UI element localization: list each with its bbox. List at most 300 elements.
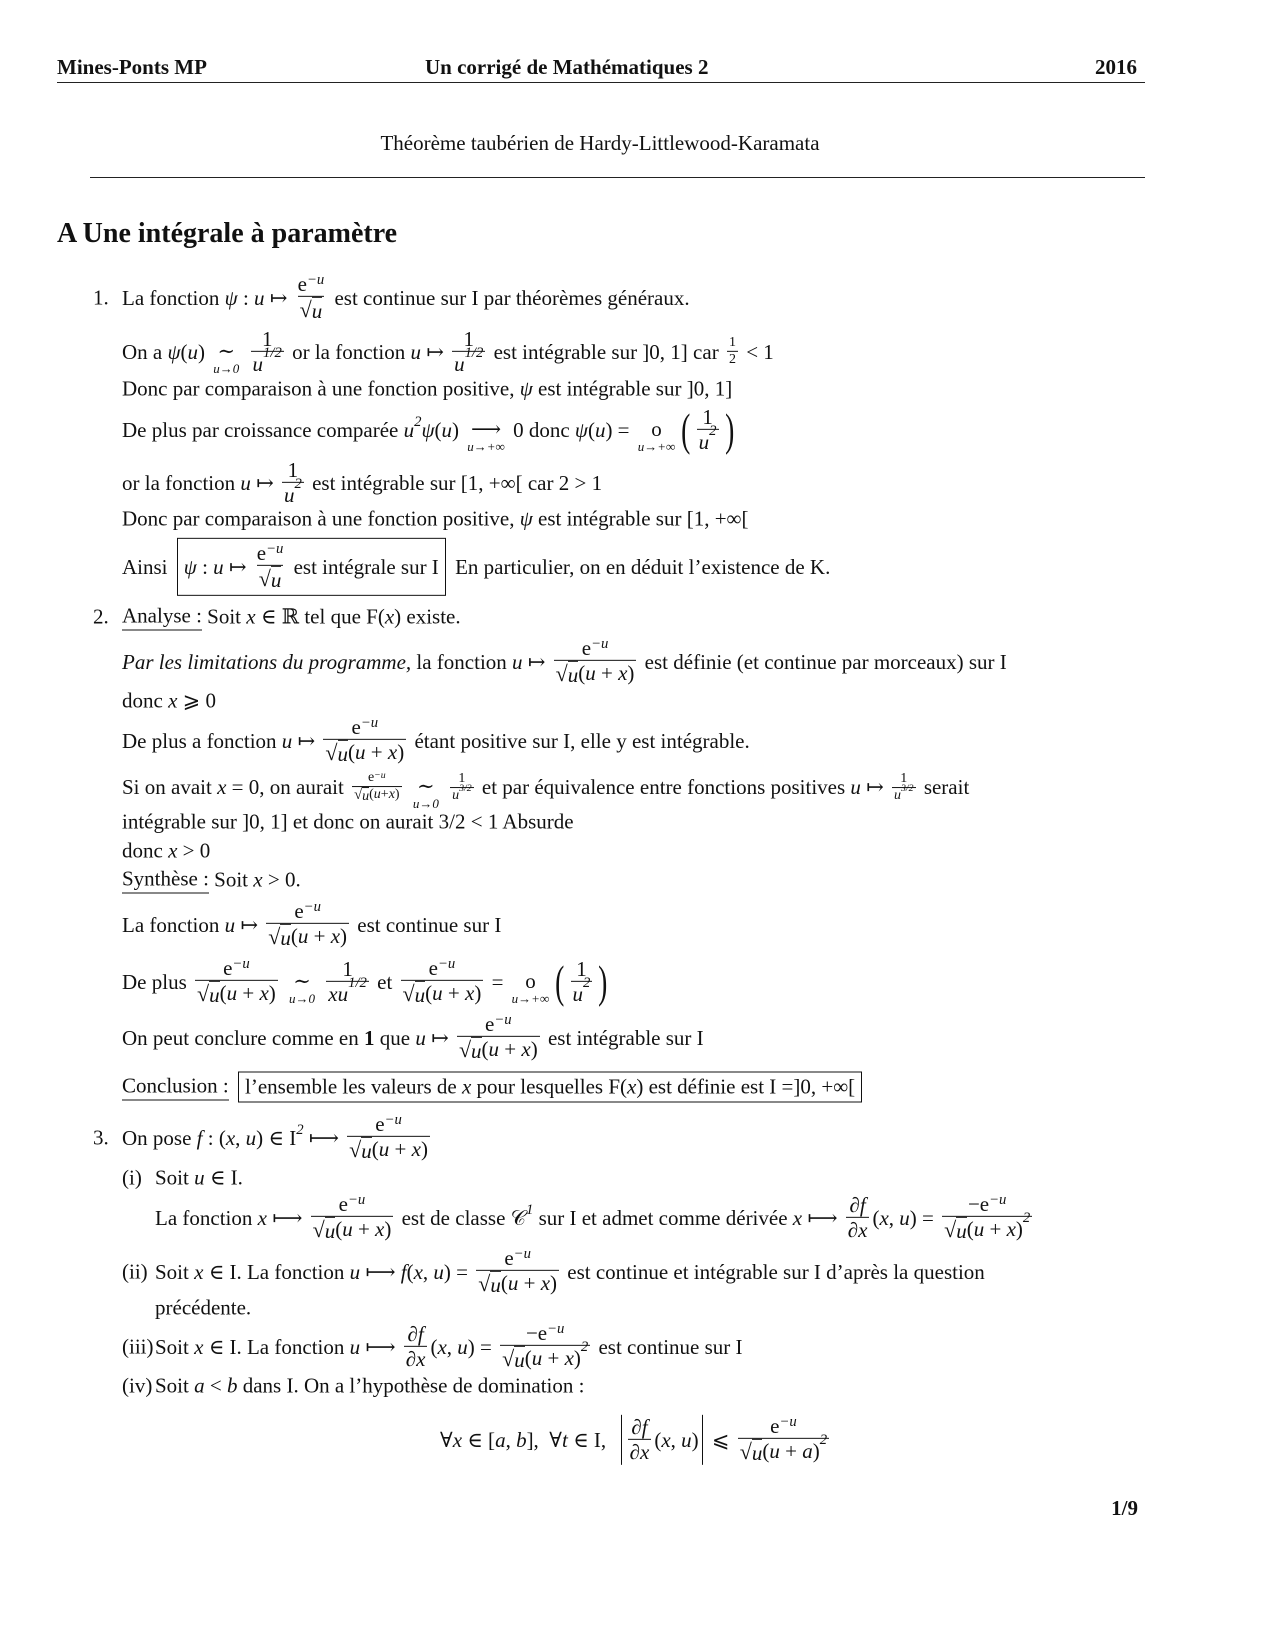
text-run: est intégrale sur I — [288, 554, 439, 579]
math-variable: x — [521, 1036, 531, 1061]
radical-sign: √ — [312, 1216, 325, 1242]
square-root — [197, 981, 220, 1008]
numerator — [366, 770, 388, 786]
text-line — [155, 1166, 243, 1191]
math-variable: x — [388, 787, 395, 803]
math-variable: x — [461, 1074, 472, 1099]
text-run: ∂ — [631, 1414, 642, 1439]
text-run: serait — [918, 775, 970, 800]
text-run: ( — [290, 923, 298, 948]
math-variable: x — [627, 1074, 637, 1099]
italic-text: Par les limitations du programme, — [122, 649, 412, 674]
text-run: De plus a fonction — [122, 728, 282, 753]
text-line — [122, 810, 574, 835]
text-run: ], ∀ — [526, 1427, 562, 1452]
text-run: De plus — [122, 969, 192, 994]
text-run: La fonction — [122, 912, 225, 937]
superscript: −u — [303, 898, 321, 915]
text-run: est continue sur I — [352, 912, 502, 937]
math-variable: u — [457, 1334, 468, 1359]
text-run: est continue et intégrable sur I d’après la question — [562, 1259, 985, 1284]
text-run: ↦ — [522, 649, 551, 674]
left-paren: ( — [681, 403, 691, 455]
math-variable: x — [413, 1259, 423, 1284]
math-variable: u — [337, 741, 349, 766]
text-run: ( — [371, 1136, 379, 1161]
denominator — [404, 1346, 428, 1372]
math-variable: f — [400, 1259, 407, 1284]
text-run: l’ensemble les valeurs de — [245, 1074, 462, 1099]
header-right: 2016 — [1095, 55, 1137, 79]
math-variable: x — [792, 1205, 803, 1230]
math-variable: u — [252, 351, 264, 376]
text-run: ( — [369, 787, 374, 803]
text-run: < 1 — [740, 339, 774, 364]
text-run: Donc par comparaison à une fonction positive, — [122, 506, 520, 531]
math-variable: u — [414, 982, 426, 1007]
text-run: ( — [578, 660, 586, 685]
text-run: ∂ — [629, 1439, 641, 1464]
numerator — [292, 899, 323, 923]
math-variable: u — [894, 788, 902, 804]
limit-subscript: u→+∞ — [637, 438, 676, 454]
denominator — [347, 1136, 430, 1164]
text-run: étant positive sur I, elle y est intégrable. — [409, 728, 750, 753]
square-root — [478, 1271, 501, 1298]
radical-sign: √ — [458, 1036, 472, 1062]
text-run: ⟼ — [303, 1125, 345, 1150]
limit-subscript: u→0 — [213, 360, 240, 376]
text-run: ) = — [909, 1205, 940, 1230]
radical-sign: √ — [739, 1438, 752, 1464]
radicand — [312, 297, 323, 324]
denominator — [450, 783, 474, 805]
denominator — [352, 786, 402, 806]
operator-with-limit — [289, 970, 315, 1005]
numerator — [502, 1246, 533, 1270]
header-center: Un corrigé de Mathématiques 2 — [425, 55, 709, 79]
text-run: : — [237, 285, 255, 310]
math-variable: f — [417, 1321, 424, 1346]
text-run: e — [351, 714, 361, 739]
radicand — [415, 981, 426, 1008]
text-run: dans I. On a l’hypothèse de domination : — [237, 1373, 585, 1398]
superscript: −u — [437, 955, 456, 972]
superscript: −u — [989, 1191, 1007, 1208]
text-run: + — [542, 1345, 565, 1370]
text-run: + — [380, 787, 389, 803]
math-variable: a — [495, 1427, 506, 1452]
radicand — [338, 740, 349, 767]
text-run: Soit — [201, 604, 247, 629]
text-run: ( — [762, 1438, 770, 1463]
text-run: ↦ — [860, 775, 890, 800]
text-line — [122, 636, 1007, 688]
math-variable: u — [452, 788, 460, 804]
text-line — [122, 899, 501, 951]
text-run: ⩽ — [706, 1427, 735, 1452]
left-paren: ( — [555, 955, 565, 1007]
text-line — [122, 867, 301, 894]
math-variable: x — [257, 1205, 267, 1230]
item-number: 3. — [93, 1125, 109, 1150]
math-variable: u — [284, 482, 295, 507]
math-variable: u — [432, 980, 443, 1005]
superscript: −u — [374, 769, 386, 781]
text-line — [122, 405, 737, 455]
text-run: e — [581, 635, 592, 660]
radical-sign: √ — [349, 1136, 362, 1162]
math-variable: x — [452, 1427, 463, 1452]
text-run: ∈ I. La fonction — [203, 1259, 350, 1284]
text-run: et — [371, 969, 398, 994]
math-variable: u — [567, 662, 579, 687]
operator: ∼ — [417, 774, 435, 799]
limit-subscript: u→+∞ — [511, 990, 550, 1006]
math-variable: x — [1006, 1216, 1016, 1241]
text-run: ∂ — [407, 1321, 418, 1346]
operator-with-limit — [413, 776, 439, 811]
text-run: ∈ [ — [462, 1427, 496, 1452]
math-variable: u — [226, 980, 238, 1005]
radical-sign: √ — [402, 980, 415, 1006]
text-run: ↦ — [223, 554, 252, 579]
underlined-label: Synthèse : — [122, 867, 209, 894]
right-paren: ) — [598, 955, 608, 1007]
text-run: La fonction — [155, 1205, 258, 1230]
text-run: ⟼ — [360, 1334, 401, 1359]
underlined-label: Analyse : — [122, 604, 202, 631]
item-number: (iv) — [122, 1373, 153, 1398]
text-run: ∈ ℝ tel que F( — [255, 604, 385, 629]
text-run: Ainsi — [122, 554, 173, 579]
text-run: donc — [122, 688, 169, 713]
text-line — [155, 1321, 743, 1373]
text-run: e — [223, 955, 233, 980]
page-number: 1/9 — [1111, 1496, 1138, 1520]
text-run: ) = — [605, 417, 635, 442]
math-variable: u — [490, 1272, 501, 1297]
math-variable: b — [226, 1373, 238, 1398]
math-variable: x — [328, 981, 338, 1006]
math-variable: x — [387, 739, 398, 764]
text-run: ) — [198, 339, 211, 364]
text-run: 1 — [576, 956, 587, 981]
math-variable: u — [281, 728, 293, 753]
radicand — [471, 1037, 482, 1064]
math-variable: u — [194, 1165, 205, 1190]
text-run: ( — [180, 339, 188, 364]
text-run: e — [485, 1011, 495, 1036]
text-run: que — [374, 1025, 416, 1050]
math-variable: u — [270, 567, 282, 592]
text-line — [122, 327, 774, 377]
text-run — [229, 1075, 234, 1100]
text-run — [405, 775, 410, 800]
text-run: ∈ I, — [567, 1427, 617, 1452]
item-number: (iii) — [122, 1334, 154, 1359]
superscript: −u — [591, 635, 609, 652]
text-run: ↦ — [250, 470, 279, 495]
denominator — [846, 1217, 870, 1243]
radicand — [752, 1439, 763, 1466]
text-run: ) — [1015, 1216, 1023, 1241]
text-run: est définie (et continue par morceaux) sur I — [639, 649, 1007, 674]
math-variable: f — [859, 1192, 866, 1217]
text-run: e — [375, 1111, 385, 1136]
superscript: −u — [360, 714, 379, 731]
radicand — [490, 1271, 501, 1298]
superscript: −u — [779, 1413, 797, 1430]
text-run: Soit — [155, 1165, 195, 1190]
math-variable: u — [415, 1025, 426, 1050]
math-variable: u — [245, 1125, 257, 1150]
text-run: −e — [967, 1191, 990, 1216]
math-variable: u — [514, 1347, 525, 1372]
square-root — [354, 787, 369, 806]
underlined-label: Conclusion : — [122, 1074, 229, 1101]
text-run: ( — [348, 739, 356, 764]
numerator — [337, 1192, 368, 1216]
denominator — [628, 1439, 652, 1465]
text-run: ) — [550, 1270, 558, 1295]
denominator — [323, 739, 406, 767]
text-run: 1 — [900, 771, 908, 787]
limit-subscript: u→0 — [412, 796, 439, 812]
math-variable: u — [362, 789, 370, 805]
denominator — [257, 565, 284, 593]
operator-with-limit — [638, 418, 676, 453]
math-variable: u — [433, 1259, 444, 1284]
math-variable: x — [416, 1346, 426, 1371]
math-variable: u — [751, 1440, 763, 1465]
math-variable: b — [516, 1427, 527, 1452]
fraction — [347, 1112, 430, 1164]
text-run: + — [779, 1438, 803, 1463]
math-variable: x — [168, 688, 178, 713]
fraction — [251, 327, 284, 377]
math-variable: u — [213, 554, 224, 579]
denominator — [571, 974, 593, 1007]
radical-sign: √ — [555, 660, 568, 686]
parenthesized-group — [552, 957, 611, 1007]
text-run: > 0 — [177, 838, 211, 863]
denominator — [476, 1270, 559, 1298]
text-run: = 0, on aurait — [226, 775, 350, 800]
square-root — [313, 1217, 336, 1244]
header-rule — [57, 82, 1145, 83]
fraction — [942, 1192, 1032, 1244]
text-run: e — [256, 540, 267, 565]
numerator — [847, 1193, 867, 1217]
text-run: ( — [481, 1036, 489, 1061]
fraction — [892, 771, 916, 805]
text-run: Soit — [155, 1334, 195, 1359]
superscript: −u — [266, 540, 284, 557]
math-variable: u — [209, 982, 220, 1007]
text-run: sur I et admet comme dérivée — [533, 1205, 793, 1230]
text-run: ) — [530, 1036, 538, 1061]
absolute-value — [621, 1415, 703, 1465]
superscript: −u — [384, 1111, 402, 1128]
superscript: −u — [348, 1191, 366, 1208]
text-run: ) = — [443, 1259, 474, 1284]
text-run: ( — [335, 1216, 343, 1241]
math-variable: x — [661, 1427, 671, 1452]
text-line — [155, 1374, 584, 1399]
square-root — [556, 661, 579, 688]
text-run: ) — [812, 1438, 820, 1463]
math-variable: x — [259, 980, 269, 1005]
denominator — [452, 344, 485, 377]
math-variable: x — [330, 923, 341, 948]
text-run: est continue sur I par théorèmes généraux. — [329, 285, 690, 310]
text-run: intégrable sur ]0, 1] et donc on aurait 3/2 < 1 Absurde — [122, 809, 574, 834]
fraction — [500, 1321, 590, 1373]
text-line — [122, 1012, 704, 1064]
math-variable: u — [349, 1334, 361, 1359]
text-run: 2 — [728, 352, 736, 368]
text-run: Soit — [155, 1259, 195, 1284]
text-run: e — [770, 1413, 780, 1438]
text-line — [122, 377, 732, 402]
math-variable: ψ — [167, 339, 181, 364]
superscript: 1/2 — [464, 344, 484, 361]
denominator — [738, 1431, 829, 1466]
text-run: 1 — [458, 771, 466, 787]
text-line — [122, 1112, 433, 1164]
radical-sign: √ — [354, 787, 363, 804]
text-run: ) — [474, 980, 482, 1005]
text-run: e — [294, 898, 304, 923]
square-root — [349, 1137, 372, 1164]
math-variable: u — [311, 298, 323, 323]
superscript: −u — [494, 1011, 512, 1028]
denominator — [195, 980, 278, 1008]
text-run: ( — [654, 1427, 662, 1452]
text-run: + — [365, 739, 388, 764]
math-variable: u — [594, 417, 606, 442]
fraction — [255, 541, 286, 593]
text-run: En particulier, on en déduit l’existence de K. — [449, 554, 831, 579]
denominator — [311, 1216, 394, 1244]
bold-reference: 1 — [364, 1025, 375, 1050]
denominator — [500, 1338, 590, 1373]
radicand — [325, 1217, 336, 1244]
superscript: −u — [232, 955, 250, 972]
math-variable: u — [531, 1345, 543, 1370]
text-line — [122, 272, 690, 324]
text-run: , — [888, 1205, 900, 1230]
text-run: e — [367, 770, 375, 786]
text-run: ) — [452, 417, 465, 442]
text-run: ( — [524, 1345, 532, 1370]
fraction — [727, 335, 738, 369]
math-variable: u — [280, 925, 291, 950]
text-run: ↦ — [264, 285, 293, 310]
fraction — [326, 957, 369, 1007]
math-variable: x — [375, 1216, 385, 1241]
fraction — [738, 1414, 829, 1466]
text-run: ) ∈ I — [256, 1125, 297, 1150]
operator: ∼ — [293, 968, 311, 993]
text-run: pour lesquelles F( — [471, 1074, 627, 1099]
math-variable: u — [378, 1136, 390, 1161]
text-run: De plus par croissance comparée — [122, 417, 404, 442]
radical-sign: √ — [258, 565, 271, 591]
square-root — [459, 1037, 482, 1064]
radical-sign: √ — [268, 923, 281, 949]
text-line — [122, 839, 210, 864]
math-variable: u — [349, 1259, 361, 1284]
math-variable: x — [225, 1125, 236, 1150]
operator: o — [525, 968, 536, 993]
text-run: e — [504, 1245, 514, 1270]
text-line — [122, 458, 602, 508]
text-line — [440, 1414, 832, 1466]
math-variable: u — [403, 417, 415, 442]
text-run: 1 — [702, 404, 713, 429]
math-variable: u — [187, 339, 199, 364]
superscript: 2 — [580, 1338, 589, 1355]
text-run: + — [237, 980, 260, 1005]
math-variable: x — [411, 1136, 421, 1161]
fraction — [296, 272, 327, 324]
math-variable: x — [217, 775, 227, 800]
math-variable: x — [194, 1259, 204, 1284]
radical-sign: √ — [502, 1345, 515, 1371]
text-run: La fonction — [122, 285, 225, 310]
text-run — [318, 969, 323, 994]
text-run: On a — [122, 339, 168, 364]
text-run: , — [235, 1125, 246, 1150]
denominator — [266, 923, 349, 951]
math-variable: x — [618, 660, 628, 685]
numerator — [483, 1012, 514, 1036]
text-run: ↦ — [420, 339, 450, 364]
text-line — [122, 689, 216, 714]
math-variable: u — [337, 981, 349, 1006]
superscript: 2 — [709, 422, 717, 439]
text-run: e — [338, 1191, 348, 1216]
limit-subscript: u→0 — [289, 990, 316, 1006]
radicand — [362, 787, 369, 806]
math-variable: u — [342, 1216, 353, 1241]
math-variable: x — [640, 1439, 650, 1464]
text-run: e — [428, 955, 438, 980]
square-root — [944, 1217, 967, 1244]
text-run: , — [505, 1427, 517, 1452]
denominator — [554, 660, 637, 688]
denominator — [892, 783, 916, 805]
text-run: + — [389, 1136, 412, 1161]
superscript: 2 — [1022, 1209, 1031, 1226]
text-run: ( — [219, 980, 227, 1005]
text-run: ( — [406, 1259, 414, 1284]
text-run: 1 — [463, 326, 474, 351]
text-run: + — [984, 1216, 1007, 1241]
radicand — [568, 661, 579, 688]
text-run: ) — [627, 660, 635, 685]
text-line — [155, 1296, 251, 1321]
text-run: Si on avait — [122, 775, 218, 800]
math-variable: u — [454, 351, 465, 376]
math-variable: x — [879, 1205, 889, 1230]
text-run: ∂ — [405, 1346, 417, 1371]
text-run: ) = — [467, 1334, 498, 1359]
math-variable: u — [361, 1138, 372, 1163]
text-run: ∈ I. — [204, 1165, 243, 1190]
